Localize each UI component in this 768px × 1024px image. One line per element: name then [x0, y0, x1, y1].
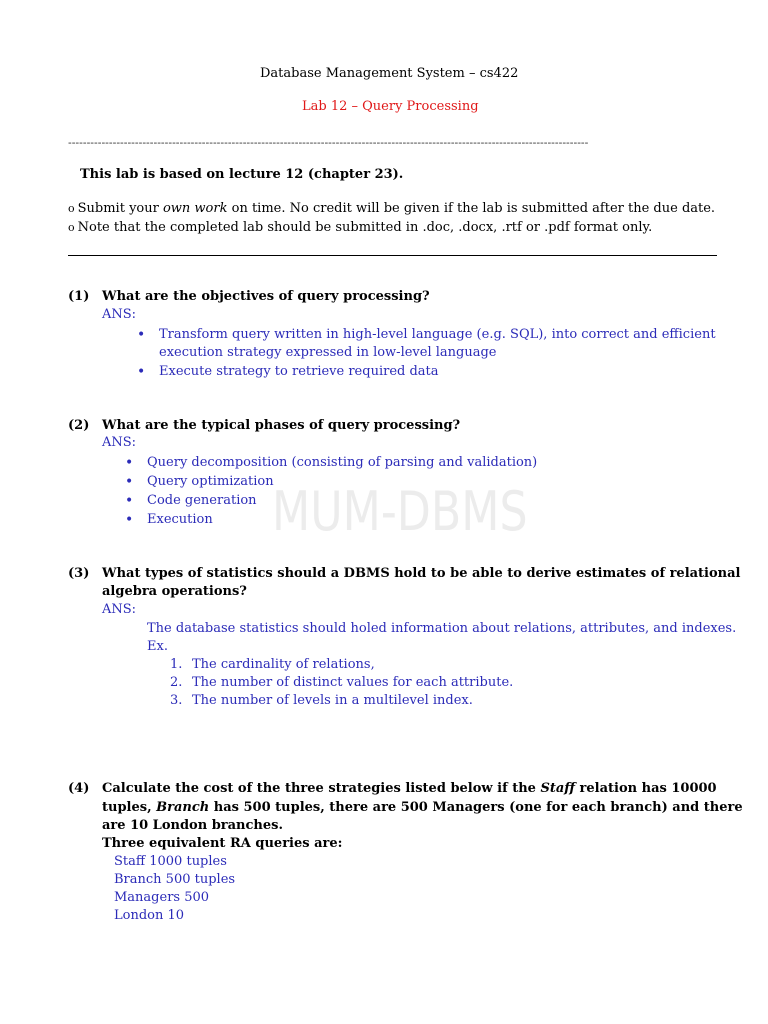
- stat-branch: Branch 500 tuples: [114, 872, 236, 887]
- bullet-icon: o: [68, 202, 75, 215]
- watermark: MUM-DBMS: [272, 480, 528, 543]
- stat-london: London 10: [114, 908, 185, 923]
- answer-label-3: ANS:: [102, 602, 137, 617]
- question-2-text: What are the typical phases of query processing?: [102, 418, 461, 433]
- answer-3-item-2-number: 2.: [170, 675, 183, 690]
- dashed-separator: --------------------------------------------------------------------------------------------------------------------------------------------: [68, 136, 589, 149]
- question-1-text: What are the objectives of query processing?: [102, 289, 430, 304]
- stat-managers: Managers 500: [114, 890, 210, 905]
- question-3-text-line-2: algebra operations?: [102, 584, 247, 599]
- answer-2-item-4: • Execution: [147, 512, 213, 527]
- question-4-line-3: are 10 London branches.: [102, 818, 283, 833]
- answer-2-item-3: • Code generation: [147, 493, 257, 508]
- question-number-2: (2): [68, 418, 90, 433]
- note-own-work: o Submit your own work on time. No credit will be given if the lab is submitted after the due date.: [68, 201, 716, 216]
- answer-3-item-2: The number of distinct values for each attribute.: [192, 675, 514, 690]
- answer-3-item-3: The number of levels in a multilevel index.: [192, 693, 473, 708]
- bullet-icon: o: [68, 221, 75, 234]
- answer-3-intro: The database statistics should holed information about relations, attributes, and indexes.: [147, 621, 737, 636]
- horizontal-rule: [68, 255, 717, 256]
- answer-1-item-2: • Execute strategy to retrieve required data: [159, 364, 439, 379]
- answer-3-example-label: Ex.: [147, 639, 168, 654]
- answer-label-2: ANS:: [102, 435, 137, 450]
- stat-staff: Staff 1000 tuples: [114, 854, 227, 869]
- answer-3-item-1-number: 1.: [170, 657, 183, 672]
- answer-1-item-1: • Transform query written in high-level language (e.g. SQL), into correct and efficient: [159, 327, 716, 342]
- question-4-line-4: Three equivalent RA queries are:: [102, 836, 343, 851]
- answer-2-item-2: • Query optimization: [147, 474, 274, 489]
- answer-1-item-1-cont: execution strategy expressed in low-level language: [159, 345, 497, 360]
- question-number-3: (3): [68, 566, 90, 581]
- question-3-text-line-1: What types of statistics should a DBMS hold to be able to derive estimates of relational: [102, 566, 741, 581]
- question-4-line-2: tuples, Branch has 500 tuples, there are 500 Managers (one for each branch) and there: [102, 800, 743, 815]
- answer-3-item-3-number: 3.: [170, 693, 183, 708]
- lab-basis: This lab is based on lecture 12 (chapter 23).: [80, 167, 404, 182]
- answer-label-1: ANS:: [102, 307, 137, 322]
- answer-2-item-1: • Query decomposition (consisting of parsing and validation): [147, 455, 537, 470]
- answer-3-item-1: The cardinality of relations,: [192, 657, 375, 672]
- note-format: o Note that the completed lab should be submitted in .doc, .docx, .rtf or .pdf format only.: [68, 220, 653, 235]
- lab-title: Lab 12 – Query Processing: [302, 99, 479, 114]
- document-title: Database Management System – cs422: [260, 66, 519, 81]
- question-number-4: (4): [68, 781, 90, 796]
- question-number-1: (1): [68, 289, 90, 304]
- question-4-line-1: Calculate the cost of the three strategies listed below if the Staff relation has 10000: [102, 781, 717, 796]
